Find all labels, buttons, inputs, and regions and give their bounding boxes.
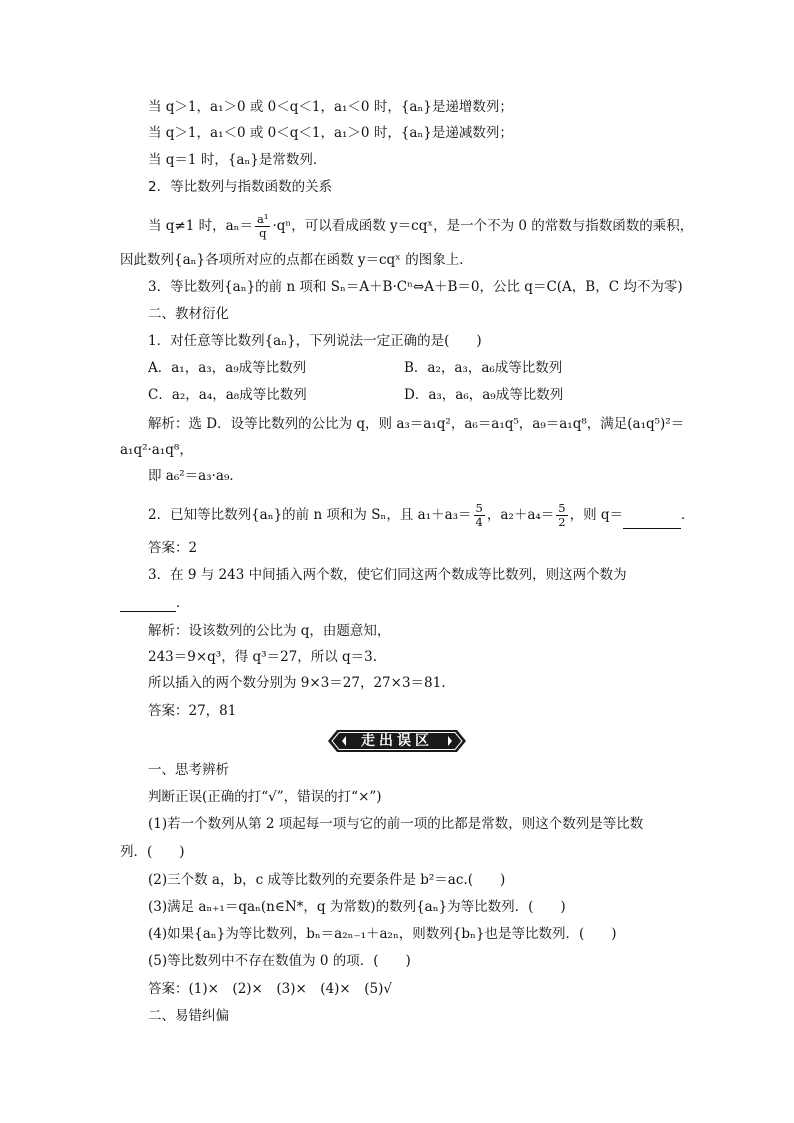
fraction-denominator: q bbox=[259, 226, 267, 240]
judge-intro: 判断正误(正确的打“√”，错误的打“×”) bbox=[148, 789, 382, 805]
statement-2: (2)三个数 a，b，c 成等比数列的充要条件是 b²＝ac.( ) bbox=[148, 872, 506, 888]
text-part: ，则 q＝ bbox=[569, 507, 624, 523]
fraction-numerator: 5 bbox=[558, 501, 566, 515]
text-part: 当 q≠1 时，aₙ＝ bbox=[148, 218, 254, 234]
text-part: ． bbox=[176, 595, 190, 611]
line-exp-relation-1 bbox=[148, 213, 693, 240]
text-part: ，a₂＋a₄＝ bbox=[486, 507, 555, 523]
statement-1-line-1: (1)若一个数列从第 2 项起每一项与它的前一项的比都是常数，则这个数列是等比数 bbox=[148, 816, 644, 832]
answer-blank[interactable] bbox=[120, 597, 176, 612]
option-a: A．a₁，a₃，a₉成等比数列 bbox=[148, 360, 307, 376]
solution-1-line-3: 即 a₆²＝a₃·a₉． bbox=[148, 468, 243, 484]
fraction bbox=[255, 213, 270, 240]
statement-3: (3)满足 aₙ₊₁＝qaₙ(n∈N*，q 为常数)的数列{aₙ}为等比数列．( ) bbox=[148, 899, 566, 915]
heading-textbook: 二、教材衍化 bbox=[148, 306, 229, 322]
solution-3-line-2: 243＝9×q³，得 q³＝27，所以 q＝3. bbox=[148, 649, 378, 665]
text-part: ． bbox=[681, 507, 695, 523]
question-3-line-2 bbox=[120, 594, 190, 612]
heading-error-correction: 二、易错纠偏 bbox=[148, 1008, 229, 1024]
fraction-numerator: a¹ bbox=[257, 212, 269, 226]
option-b: B．a₂，a₃，a₆成等比数列 bbox=[404, 360, 563, 376]
section-banner bbox=[328, 730, 466, 752]
line-exp-relation-2: 因此数列{aₙ}各项所对应的点都在函数 y＝cqˣ 的图象上． bbox=[120, 252, 473, 268]
solution-3-line-1: 解析：设该数列的公比为 q，由题意知， bbox=[148, 623, 391, 639]
text-part: 2．已知等比数列{aₙ}的前 n 项和为 Sₙ，且 a₁＋a₃＝ bbox=[148, 507, 472, 523]
statement-1-line-2: 列．( ) bbox=[120, 844, 185, 860]
banner-title: 走出误区 bbox=[361, 733, 433, 749]
line-increasing: 当 q＞1，a₁＞0 或 0＜q＜1，a₁＜0 时，{aₙ}是递增数列； bbox=[148, 99, 513, 115]
heading-thinking: 一、思考辨析 bbox=[148, 762, 229, 778]
fraction bbox=[556, 502, 567, 529]
question-3-line-1: 3．在 9 与 243 中间插入两个数，使它们同这两个数成等比数列，则这两个数为 bbox=[148, 567, 627, 583]
solution-1-line-2: a₁q²·a₁q⁸， bbox=[120, 442, 193, 458]
statement-4: (4)如果{aₙ}为等比数列，bₙ＝a₂ₙ₋₁＋a₂ₙ，则数列{bₙ}也是等比数列．( ) bbox=[148, 926, 617, 942]
answer-2: 答案：2 bbox=[148, 540, 198, 556]
answer-judgement: 答案：(1)× (2)× (3)× (4)× (5)√ bbox=[148, 981, 392, 997]
option-d: D．a₃，a₆，a₉成等比数列 bbox=[404, 387, 564, 403]
solution-3-line-3: 所以插入的两个数分别为 9×3＝27，27×3＝81. bbox=[148, 675, 446, 691]
text-part: ·qⁿ，可以看成函数 y＝cqˣ，是一个不为 0 的常数与指数函数的乘积， bbox=[272, 218, 694, 234]
option-c: C．a₂，a₄，a₈成等比数列 bbox=[148, 387, 307, 403]
fraction-numerator: 5 bbox=[475, 501, 483, 515]
question-1: 1．对任意等比数列{aₙ}，下列说法一定正确的是( ) bbox=[148, 333, 482, 349]
answer-3: 答案：27，81 bbox=[148, 703, 237, 719]
answer-blank[interactable] bbox=[623, 514, 681, 529]
fraction bbox=[474, 502, 485, 529]
question-2 bbox=[148, 502, 695, 529]
line-sum-property: 3．等比数列{aₙ}的前 n 项和 Sₙ＝A＋B·Cⁿ⇔A＋B＝0，公比 q＝C(A，B，C 均不为零) bbox=[148, 279, 683, 295]
solution-1-line-1: 解析：选 D．设等比数列的公比为 q，则 a₃＝a₁q²，a₆＝a₁q⁵，a₉＝a₁q⁸，满足(a₁q⁵)²＝ bbox=[148, 416, 685, 432]
heading-exp-relation: 2．等比数列与指数函数的关系 bbox=[148, 179, 333, 195]
line-constant: 当 q＝1 时，{aₙ}是常数列． bbox=[148, 152, 327, 168]
fraction-denominator: 2 bbox=[558, 515, 566, 529]
statement-5: (5)等比数列中不存在数值为 0 的项．( ) bbox=[148, 953, 411, 969]
fraction-denominator: 4 bbox=[475, 515, 483, 529]
line-decreasing: 当 q＞1，a₁＜0 或 0＜q＜1，a₁＞0 时，{aₙ}是递减数列； bbox=[148, 125, 513, 141]
